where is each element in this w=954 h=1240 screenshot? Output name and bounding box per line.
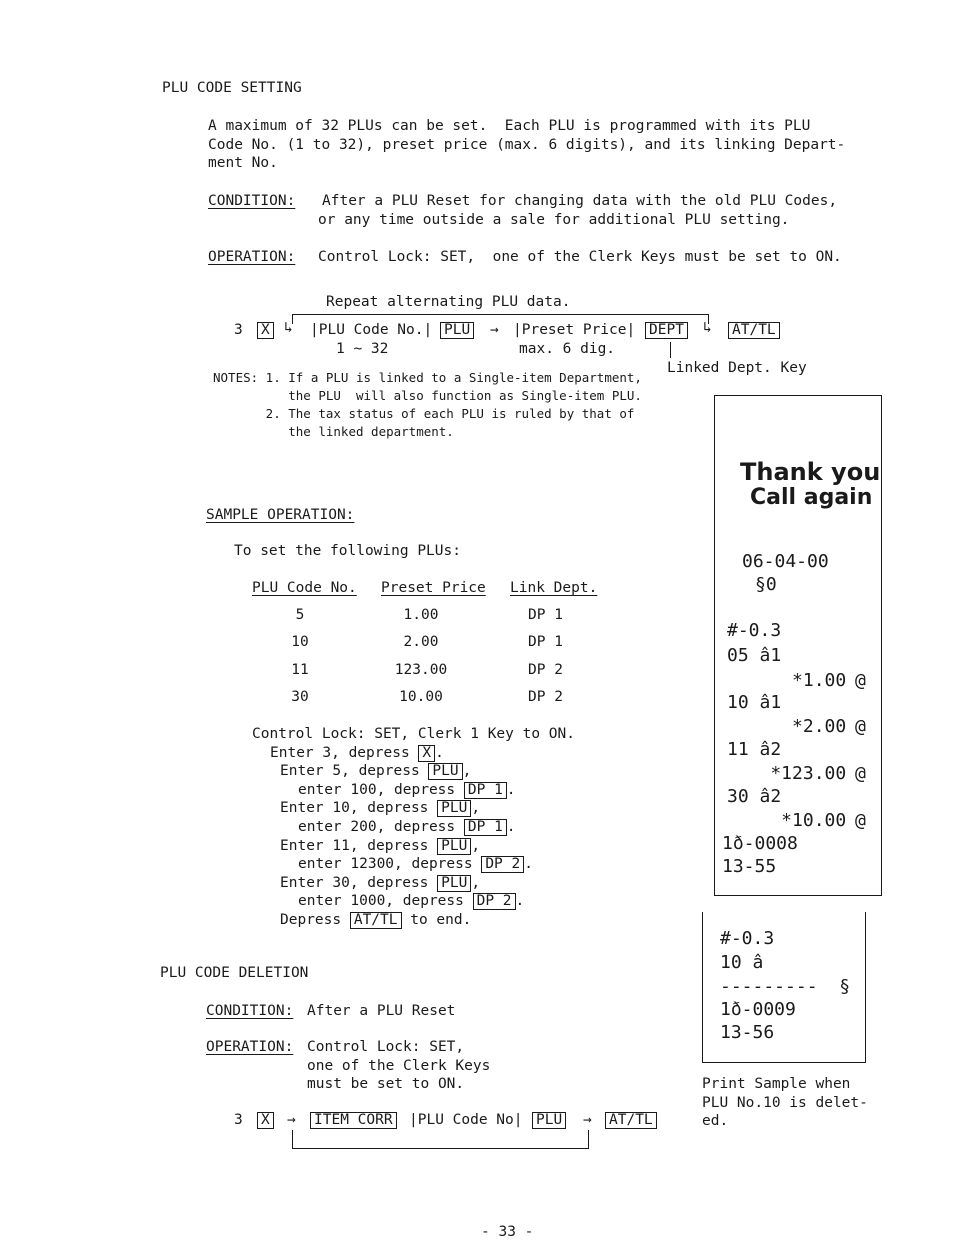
- row1-dept: DP 1: [528, 607, 563, 623]
- plu-key: PLU: [437, 875, 471, 892]
- deletion-condition-label: CONDITION:: [206, 1003, 294, 1019]
- row3-dept: DP 2: [528, 662, 563, 678]
- attl-key: AT/TL: [728, 322, 780, 339]
- receipt2-line: 10 â: [720, 952, 764, 973]
- receipt-line: *1.00: [727, 670, 847, 691]
- receipt-line: 10 â1: [727, 692, 782, 713]
- receipt-line: *10.00: [727, 810, 847, 831]
- step-4: enter 100, depress DP 1 .: [298, 782, 516, 798]
- condition-line-1: After a PLU Reset for changing data with the old PLU Codes,: [322, 193, 838, 209]
- receipt-line-2: §0: [755, 574, 777, 595]
- plu-code-placeholder: |PLU Code No.|: [310, 322, 433, 338]
- receipt-at: @: [855, 670, 866, 691]
- receipt2-line: #-0.3: [720, 928, 775, 949]
- col-header-dept: Link Dept.: [510, 580, 598, 596]
- step-5: Enter 10, depress PLU ,: [280, 800, 481, 816]
- plu-key: PLU: [437, 838, 471, 855]
- col-header-plu: PLU Code No.: [252, 580, 357, 596]
- receipt2-line: --------- §: [720, 976, 851, 997]
- preset-price-placeholder: |Preset Price|: [513, 322, 636, 338]
- max-digits-label: max. 6 dig.: [519, 341, 616, 357]
- plu-key: PLU: [437, 800, 471, 817]
- range-label: 1 ~ 32: [336, 341, 389, 357]
- receipt-thank-you: Thank you: [740, 458, 881, 486]
- note-line-2: the PLU will also function as Single-item PLU.: [213, 388, 642, 403]
- x-key: X: [257, 1112, 274, 1129]
- receipt2-line: 13-56: [720, 1022, 775, 1043]
- repeat-loop-left: [292, 1130, 293, 1149]
- step-10: enter 1000, depress DP 2 .: [298, 893, 525, 909]
- receipt-call-again: Call again: [750, 485, 873, 510]
- step-1: Control Lock: SET, Clerk 1 Key to ON.: [252, 726, 576, 742]
- receipt-top-edge: [714, 395, 882, 396]
- deletion-operation-line-1: Control Lock: SET,: [307, 1039, 465, 1055]
- repeat-loop-bottom: [292, 1148, 589, 1149]
- condition-line-2: or any time outside a sale for additional PLU setting.: [318, 212, 790, 228]
- page-number: - 33 -: [481, 1224, 534, 1240]
- note-line-3: 2. The tax status of each PLU is ruled by that of: [213, 406, 635, 421]
- deletion-plu-code-placeholder: |PLU Code No|: [409, 1112, 523, 1128]
- receipt-at: @: [855, 716, 866, 737]
- receipt2-line: 1ð-0009: [720, 999, 796, 1020]
- sample-intro: To set the following PLUs:: [234, 543, 461, 559]
- arrow-icon: →: [287, 1112, 296, 1128]
- receipt-line: 13-55: [722, 856, 777, 877]
- down-arrow-icon-2: ↳: [703, 320, 712, 336]
- x-key: X: [257, 322, 274, 339]
- row1-price: 1.00: [403, 607, 439, 623]
- deletion-operation-line-2: one of the Clerk Keys: [307, 1058, 491, 1074]
- receipt2-caption-1: Print Sample when: [702, 1076, 851, 1092]
- step-8: enter 12300, depress DP 2 .: [298, 856, 533, 872]
- receipt-line: 30 â2: [727, 786, 782, 807]
- deletion-heading: PLU CODE DELETION: [160, 965, 309, 981]
- receipt-date: 06-04-00: [742, 551, 829, 572]
- col-header-price: Preset Price: [381, 580, 486, 596]
- row3-price: 123.00: [394, 662, 448, 678]
- plu-key: PLU: [532, 1112, 566, 1129]
- operation-label: OPERATION:: [208, 249, 296, 265]
- dp2-key: DP 2: [473, 893, 516, 910]
- row4-plu: 30: [291, 689, 309, 705]
- attl-key: AT/TL: [605, 1112, 657, 1129]
- deletion-number: 3: [234, 1112, 243, 1128]
- linked-dept-label: Linked Dept. Key: [667, 360, 807, 376]
- deletion-operation-line-3: must be set to ON.: [307, 1076, 465, 1092]
- linked-dept-pointer: [670, 342, 671, 358]
- intro-line-1: A maximum of 32 PLUs can be set. Each PLU is programmed with its PLU: [208, 118, 811, 134]
- row3-plu: 11: [291, 662, 309, 678]
- plu-key: PLU: [428, 763, 462, 780]
- row2-dept: DP 1: [528, 634, 563, 650]
- receipt-line: *2.00: [727, 716, 847, 737]
- page-heading: PLU CODE SETTING: [162, 80, 302, 96]
- step-11: Depress AT/TL to end.: [280, 912, 472, 928]
- note-line-4: the linked department.: [213, 424, 454, 439]
- attl-key: AT/TL: [350, 912, 402, 929]
- dept-key: DEPT: [645, 322, 688, 339]
- row2-price: 2.00: [403, 634, 439, 650]
- condition-label: CONDITION:: [208, 193, 296, 209]
- plu-code-label: PLU Code No.: [318, 322, 424, 338]
- preset-price-label: Preset Price: [521, 322, 627, 338]
- intro-line-2: Code No. (1 to 32), preset price (max. 6 digits), and its linking Depart-: [208, 137, 846, 153]
- note-line-1: NOTES: 1. If a PLU is linked to a Single-item Department,: [213, 370, 642, 385]
- deletion-condition-text: After a PLU Reset: [307, 1003, 456, 1019]
- deletion-plu-code-label: PLU Code No: [417, 1112, 514, 1128]
- deletion-operation-label: OPERATION:: [206, 1039, 294, 1055]
- arrow-icon: →: [490, 322, 499, 338]
- row1-plu: 5: [295, 607, 305, 623]
- step-3: Enter 5, depress PLU ,: [280, 763, 472, 779]
- diagram-number: 3: [234, 322, 243, 338]
- step-6: enter 200, depress DP 1 .: [298, 819, 516, 835]
- receipt2-caption-3: ed.: [702, 1113, 729, 1129]
- operation-text: Control Lock: SET, one of the Clerk Keys must be set to ON.: [318, 249, 842, 265]
- intro-line-3: ment No.: [208, 155, 278, 171]
- step-2: Enter 3, depress X .: [270, 745, 444, 761]
- sample-label: SAMPLE OPERATION:: [206, 507, 355, 523]
- arrow-icon: →: [583, 1112, 592, 1128]
- receipt-line: #-0.3: [727, 620, 782, 641]
- plu-key: PLU: [440, 322, 474, 339]
- receipt-line: *123.00: [727, 763, 847, 784]
- step-7: Enter 11, depress PLU ,: [280, 838, 481, 854]
- dp2-key: DP 2: [481, 856, 524, 873]
- receipt2-caption-2: PLU No.10 is delet-: [702, 1095, 868, 1111]
- dp1-key: DP 1: [464, 782, 507, 799]
- receipt-line: 05 â1: [727, 645, 782, 666]
- row4-dept: DP 2: [528, 689, 563, 705]
- step-9: Enter 30, depress PLU ,: [280, 875, 481, 891]
- repeat-bracket-top: [292, 314, 708, 315]
- down-arrow-icon: ↳: [284, 320, 293, 336]
- row2-plu: 10: [291, 634, 309, 650]
- repeat-label: Repeat alternating PLU data.: [326, 294, 571, 310]
- dp1-key: DP 1: [464, 819, 507, 836]
- x-key: X: [418, 745, 435, 762]
- item-corr-key: ITEM CORR: [310, 1112, 397, 1129]
- receipt-line: 1ð-0008: [722, 833, 798, 854]
- row4-price: 10.00: [399, 689, 443, 705]
- receipt-line: 11 â2: [727, 739, 782, 760]
- receipt-at: @: [855, 763, 866, 784]
- repeat-loop-right: [588, 1130, 589, 1149]
- receipt-at: @: [855, 810, 866, 831]
